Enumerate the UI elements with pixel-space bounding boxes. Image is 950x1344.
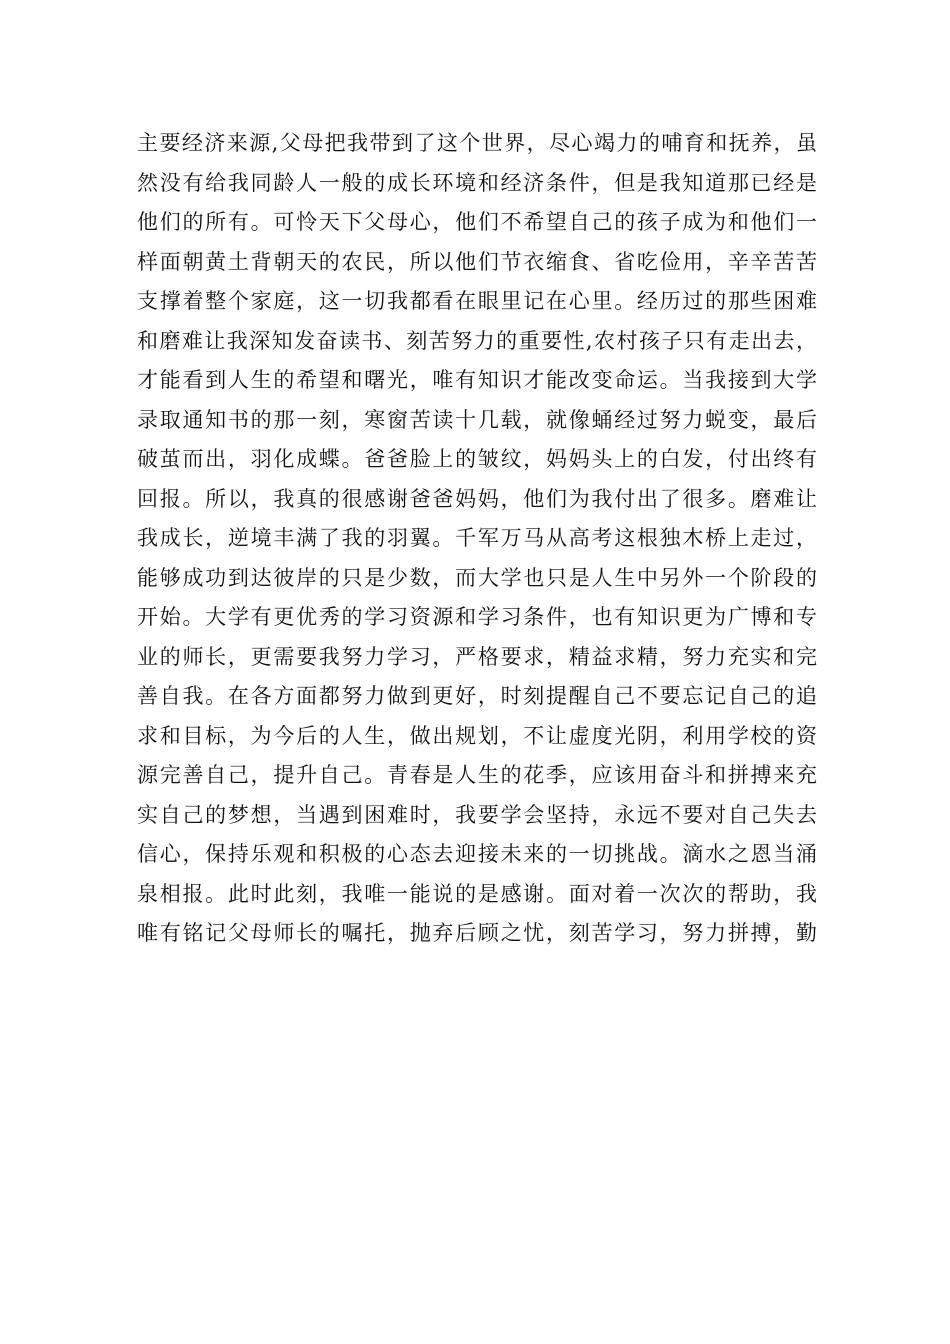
body-text	[137, 124, 817, 954]
text-line-8: 录取通知书的那一刻，寒窗苦读十几载，就像蛹经过努力蜕变，最后	[137, 407, 817, 432]
text-line-18: 实自己的梦想，当遇到困难时，我要学会坚持，永远不要对自己失去	[137, 802, 817, 827]
text-line-17: 源完善自己，提升自己。青春是人生的花季，应该用奋斗和拼搏来充	[137, 763, 817, 787]
text-line-3: 他们的所有。可怜天下父母心，他们不希望自己的孩子成为和他们一	[137, 210, 817, 234]
text-line-16: 求和目标，为今后的人生，做出规划，不让虚度光阴，利用学校的资	[137, 723, 817, 748]
text-line-14: 业的师长，更需要我努力学习，严格要求，精益求精，努力充实和完	[137, 644, 817, 669]
text-line-19: 信心，保持乐观和积极的心态去迎接未来的一切挑战。滴水之恩当涌	[137, 842, 817, 866]
text-line-1: 主要经济来源,父母把我带到了这个世界，尽心竭力的哺育和抚养，虽	[137, 131, 817, 155]
text-line-4: 样面朝黄土背朝天的农民，所以他们节衣缩食、省吃俭用，辛辛苦苦	[137, 249, 817, 274]
text-line-7: 才能看到人生的希望和曙光，唯有知识才能改变命运。当我接到大学	[137, 368, 817, 392]
text-line-5: 支撑着整个家庭，这一切我都看在眼里记在心里。经历过的那些困难	[137, 289, 817, 313]
text-line-12: 能够成功到达彼岸的只是少数，而大学也只是人生中另外一个阶段的	[137, 565, 817, 590]
text-line-2: 然没有给我同龄人一般的成长环境和经济条件，但是我知道那已经是	[137, 170, 817, 195]
text-line-10: 回报。所以，我真的很感谢爸爸妈妈，他们为我付出了很多。磨难让	[137, 486, 817, 511]
text-line-20: 泉相报。此时此刻，我唯一能说的是感谢。面对着一次次的帮助，我	[137, 881, 817, 906]
text-line-15: 善自我。在各方面都努力做到更好，时刻提醒自己不要忘记自己的追	[137, 684, 817, 708]
text-line-11: 我成长，逆境丰满了我的羽翼。千军万马从高考这根独木桥上走过，	[137, 526, 817, 550]
text-line-6: 和磨难让我深知发奋读书、刻苦努力的重要性,农村孩子只有走出去，	[137, 328, 817, 353]
text-line-21: 唯有铭记父母师长的嘱托，抛弃后顾之忧，刻苦学习，努力拼搏，勤	[137, 921, 817, 945]
text-line-9: 破茧而出，羽化成蝶。爸爸脸上的皱纹，妈妈头上的白发，付出终有	[137, 447, 817, 471]
text-line-13: 开始。大学有更优秀的学习资源和学习条件，也有知识更为广博和专	[137, 605, 817, 629]
